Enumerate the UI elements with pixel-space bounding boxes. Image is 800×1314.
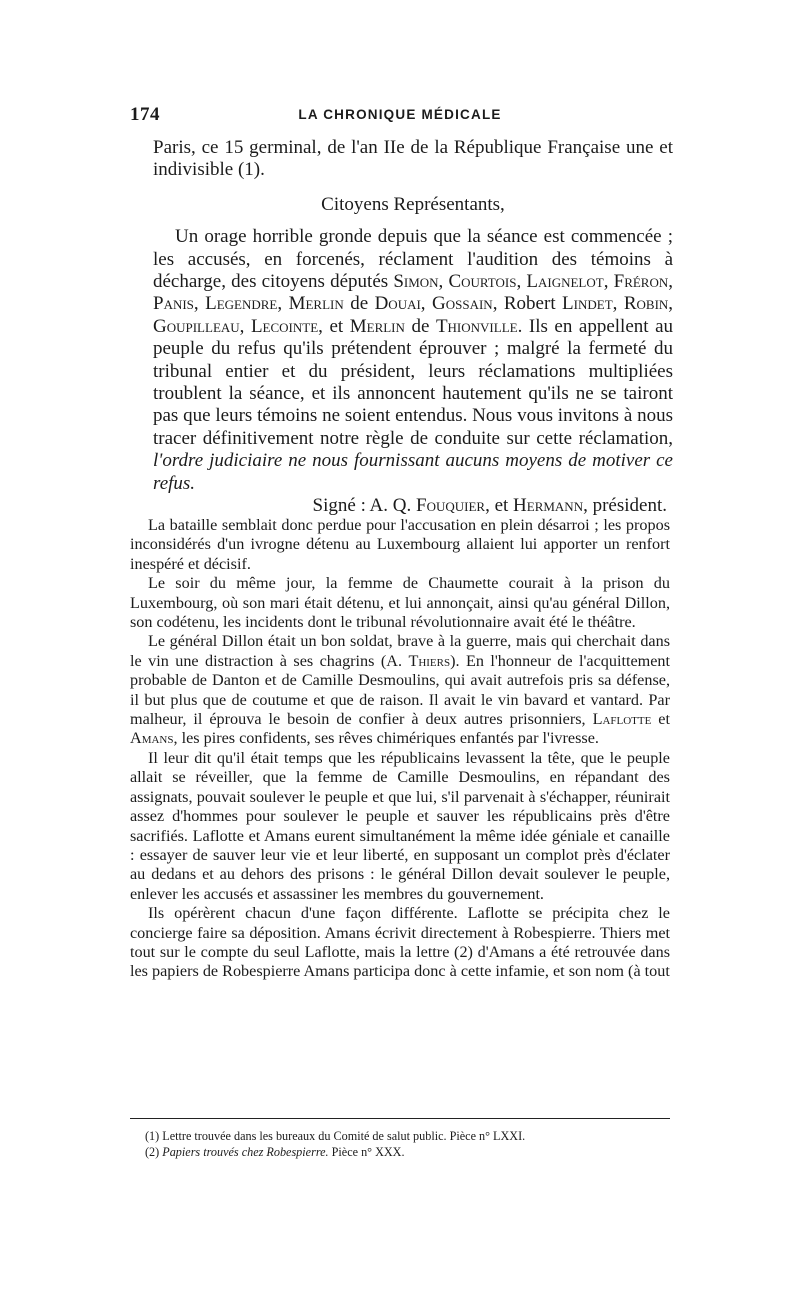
footnote-divider [130,1118,670,1119]
letter-italic-end: l'ordre judiciaire ne nous fournissant aucuns moyens de motiver ce refus. [153,450,673,494]
letter-body: Un orage horrible gronde depuis que la séance est commencée ; les accusés, en forcenés, réclament l'audition des témoins à décharge, des citoyens députés Simon, Courtois, Laignelot, Fréron, Panis, Legendre, Merlin de Douai, Gossain, Robert Lindet, Robin, Goupilleau, Lecointe, et Merlin de Thionville. Ils en appellent au peuple du refus qu'ils prétendent éprouver ; malgré la fermeté du tribunal entier et du président, leurs réclamations multipliées troublent la séance, et ils annoncent hautement qu'ils ne se tairont pas que leurs témoins ne soient entendus. Nous vous invitons à nous tracer définitivement notre règle de conduite sur cette réclamation, l'ordre judiciaire ne nous fournissant aucuns moyens de motiver ce refus. [153,226,674,494]
letter-salutation: Citoyens Représentants, [321,193,505,215]
page-number: 174 [130,104,160,125]
footnote-2: (2) Papiers trouvés chez Robespierre. Pièce n° XXX. [145,1145,405,1159]
paragraph: La bataille semblait donc perdue pour l'accusation en plein désarroi ; les propos inconsidérés d'un ivrogne détenu au Luxembourg allaient lui apporter un renfort inespéré et décisif. [130,516,670,573]
paragraph: Le général Dillon était un bon soldat, brave à la guerre, mais qui cherchait dans le vin une distraction à ses chagrins (A. Thiers). En l'honneur de l'acquittement probable de Danton et de Camille Desmoulins, qui avait autrefois pris sa défense, il but plus que de coutume et que de raison. Il avait le vin bavard et vantard. Par malheur, il éprouva le besoin de confier à deux autres prisonniers, Laflotte et Amans, les pires confidents, ses rêves chimériques enfantés par l'ivresse. [130,632,670,748]
letter-signature: Signé : A. Q. Fouquier, et Hermann, président. [312,495,667,517]
paragraph: Le soir du même jour, la femme de Chaumette courait à la prison du Luxembourg, où son mari était détenu, et lui annonçait, ainsi qu'au général Dillon, son codétenu, les incidents dont le tribunal révolutionnaire avait été le théâtre. [130,574,670,632]
letter-text-2: Ils en appellent au peuple du refus qu'ils prétendent éprouver ; malgré la fermeté du tribunal entier et du président, leurs réclamations multipliées troublent la séance, et ils annoncent hautement qu'ils ne se tairont pas que leurs témoins ne soient entendus. Nous vous invitons à nous tracer définitivement notre règle de conduite sur cette réclamation, [153,315,674,449]
main-text [130,516,670,982]
paragraph: Ils opérèrent chacun d'une façon différente. Laflotte se précipita chez le concierge faire sa déposition. Amans écrivit directement à Robespierre. Thiers met tout sur le compte du seul Laflotte, mais la lettre (2) d'Amans a été retrouvée dans les papiers de Robespierre Amans participa donc à cette infamie, et son nom (à tout [130,904,670,981]
running-title: LA CHRONIQUE MÉDICALE [298,107,502,122]
paragraph: Il leur dit qu'il était temps que les républicains levassent la tête, que le peuple allait se réveiller, que la femme de Camille Desmoulins, en répandant des assignats, pouvait soulever le peuple et que lui, s'il parvenait à s'échapper, réunirait assez d'hommes pour soulever le peuple et sauver les républicains près d'être sacrifiés. Laflotte et Amans eurent simultanément la même idée géniale et canaille : essayer de sauver leur vie et leur liberté, en supposant un complot près d'éclater au dedans et au dehors des prisons : le général Dillon devait soulever le peuple, enlever les accusés et assassiner les membres du gouvernement. [130,748,670,903]
footnotes [145,1128,670,1160]
quoted-letter [153,137,673,518]
letter-dateline: Paris, ce 15 germinal, de l'an IIe de la République Française une et indivisible (1). [153,137,673,181]
letter-text: Un orage horrible gronde depuis que la séance est commencée ; les accusés, en forcenés, réclament l'audition des témoins à décharge, des citoyens députés [153,226,673,293]
page-header [130,104,670,128]
footnote-1: (1) Lettre trouvée dans les bureaux du Comité de salut public. Pièce n° LXXI. [145,1129,526,1143]
